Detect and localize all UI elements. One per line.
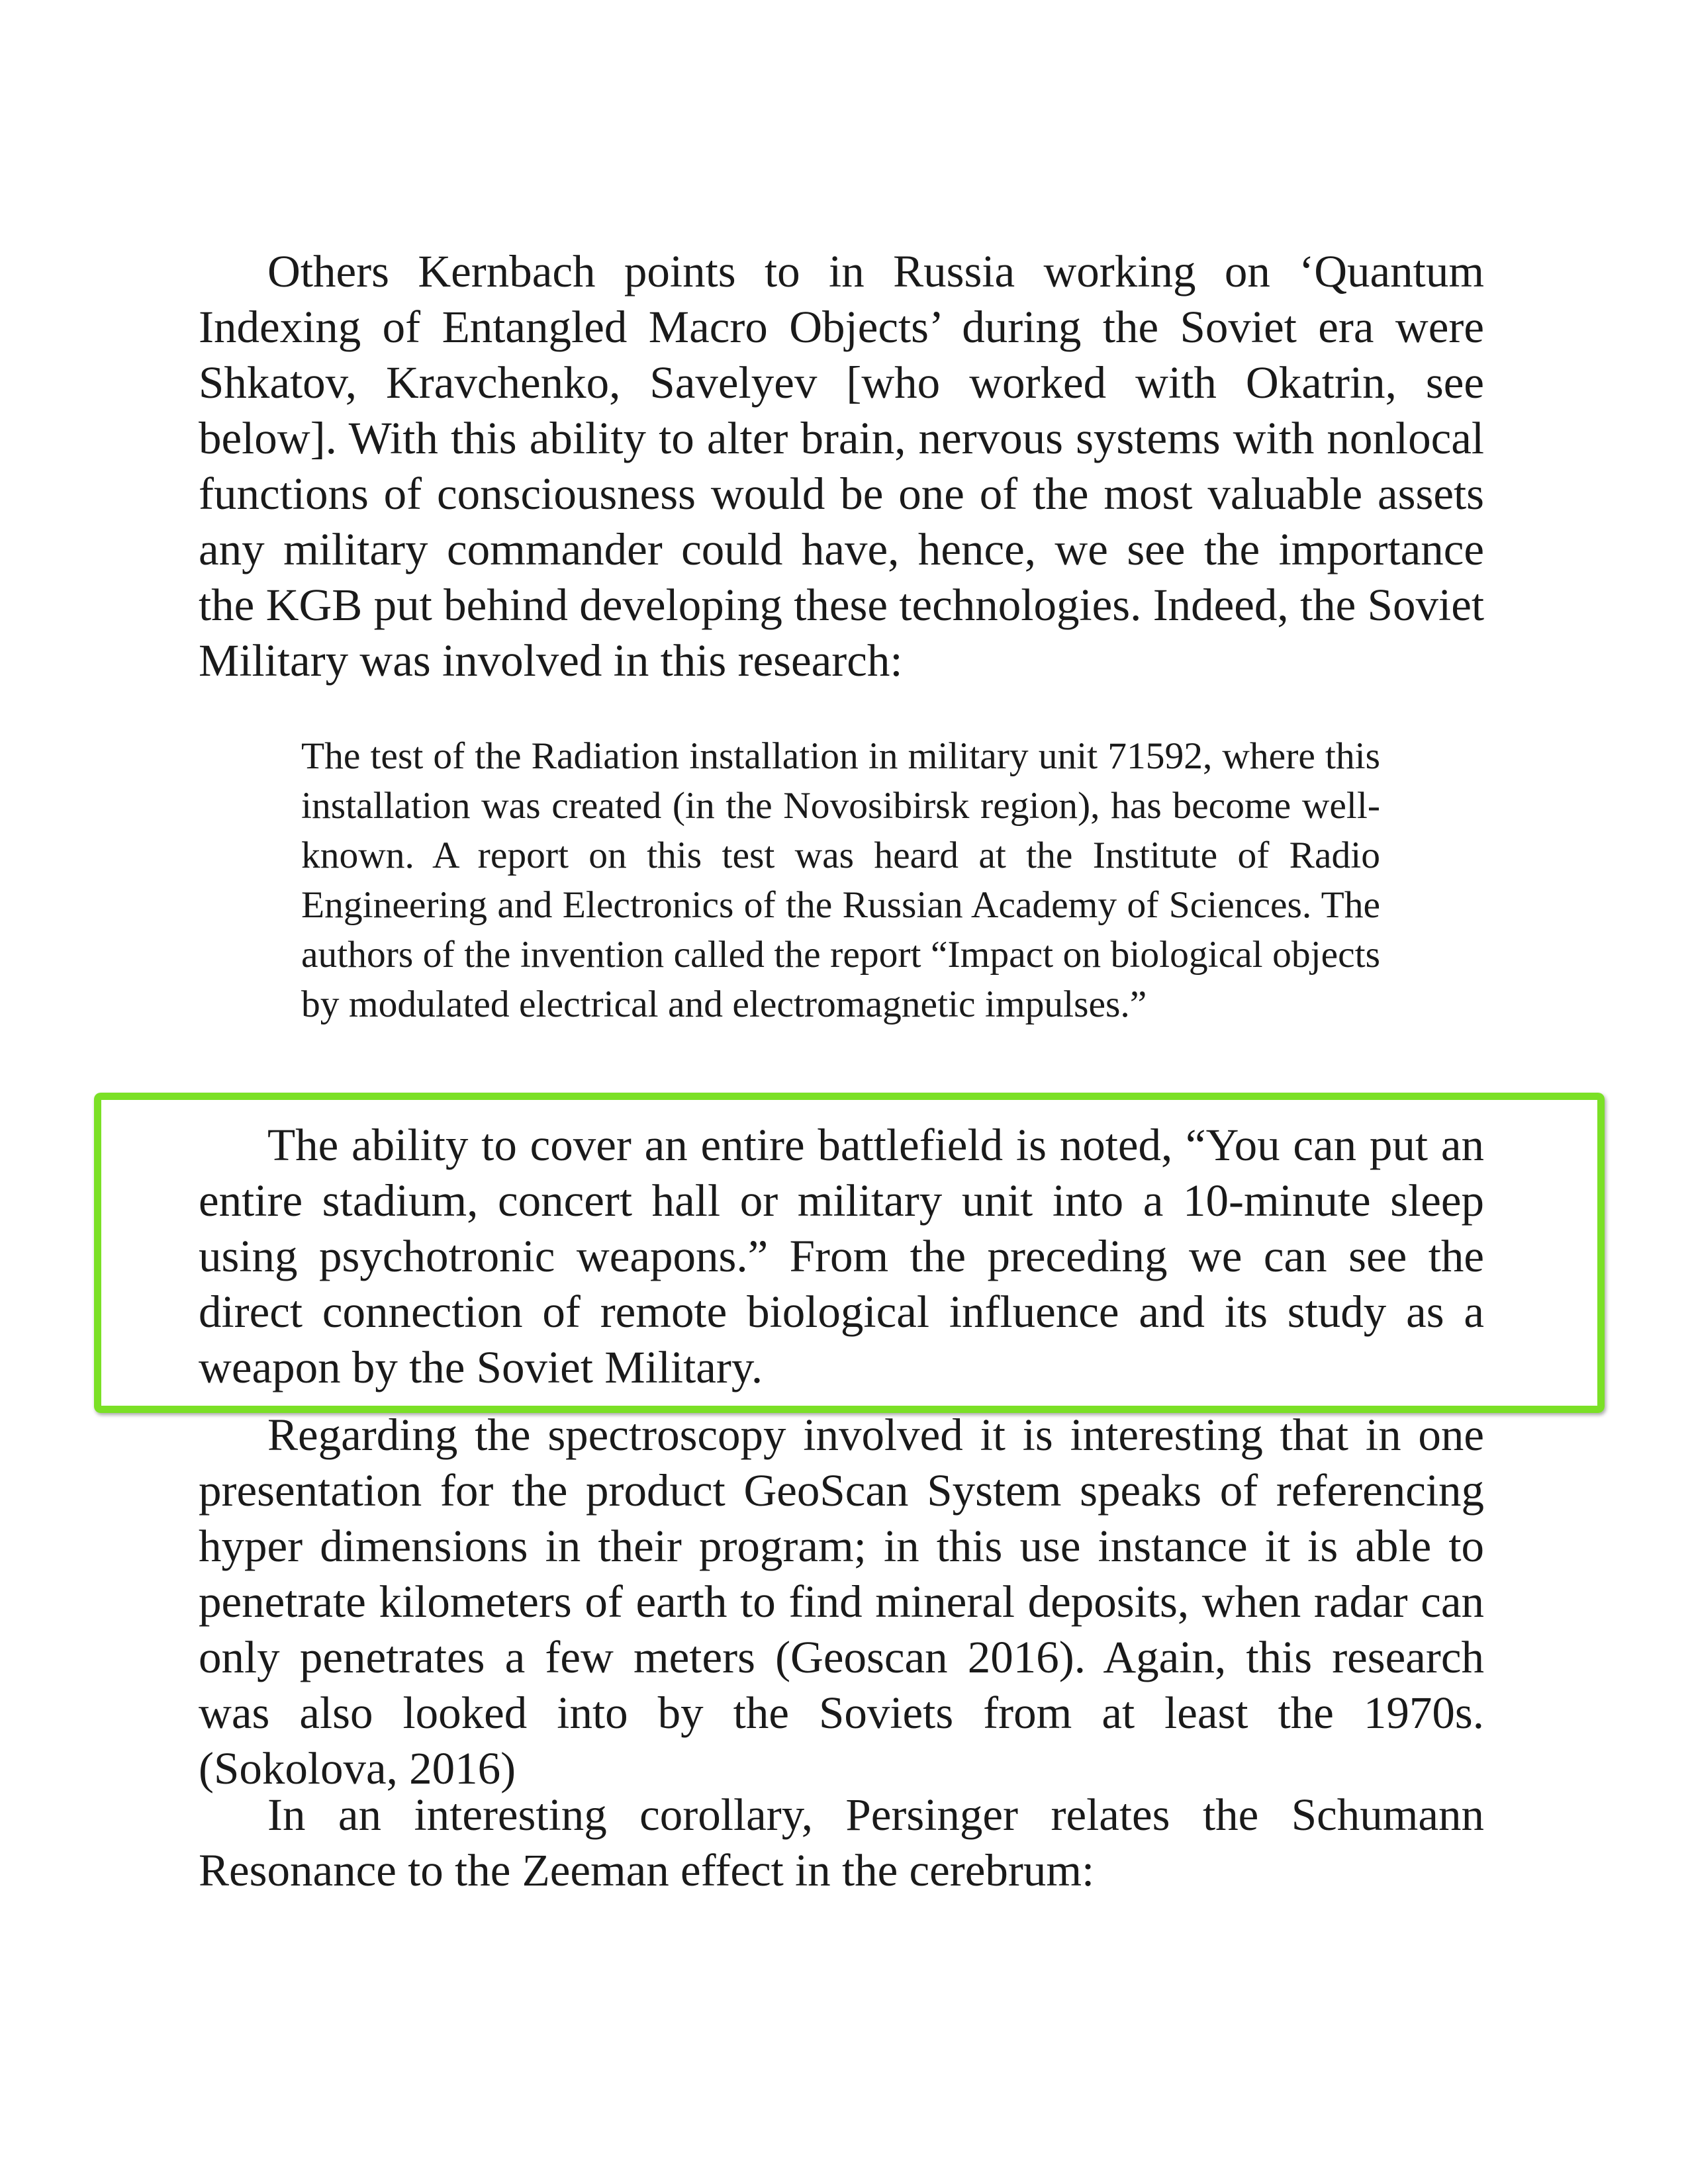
- block-quote-radiation-installation: The test of the Radiation installation in military unit 71592, where this installation was created (in the Novosibirsk region), has become well-known. A report on this test was heard at the Institute of Radio Engineering and Electronics of the Russian Academy of Sciences. The authors of the invention called the report “Impact on biological objects by modulated electrical and electromagnetic impulses.”: [301, 735, 1380, 1025]
- paragraph-persinger-schumann: In an interesting corollary, Persinger relates the Schumann Resonance to the Zeeman effect in the cerebrum:: [199, 1790, 1484, 1895]
- paragraph-battlefield-psychotronic: The ability to cover an entire battlefield is noted, “You can put an entire stadium, concert hall or military unit into a 10-minute sleep using psychotronic weapons.” From the preceding we can see the direct connection of remote biological influence and its study as a weapon by the Soviet Military.: [199, 1120, 1484, 1392]
- paragraph-kernbach-soviet-research: Others Kernbach points to in Russia working on ‘Quantum Indexing of Entangled Macro Objects’ during the Soviet era were Shkatov, Kravchenko, Savelyev [who worked with Okatrin, see below]. With this ability to alter brain, nervous systems with nonlocal functions of consciousness would be one of the most valuable assets any military commander could have, hence, we see the importance the KGB put behind developing these technologies. Indeed, the Soviet Military was involved in this research:: [199, 246, 1484, 686]
- paragraph-geoscan-spectroscopy: Regarding the spectroscopy involved it is interesting that in one presentation for the product GeoScan System speaks of referencing hyper dimensions in their program; in this use instance it is able to penetrate kilometers of earth to find mineral deposits, when radar can only penetrates a few meters (Geoscan 2016). Again, this research was also looked into by the Soviets from at least the 1970s. (Sokolova, 2016): [199, 1410, 1484, 1794]
